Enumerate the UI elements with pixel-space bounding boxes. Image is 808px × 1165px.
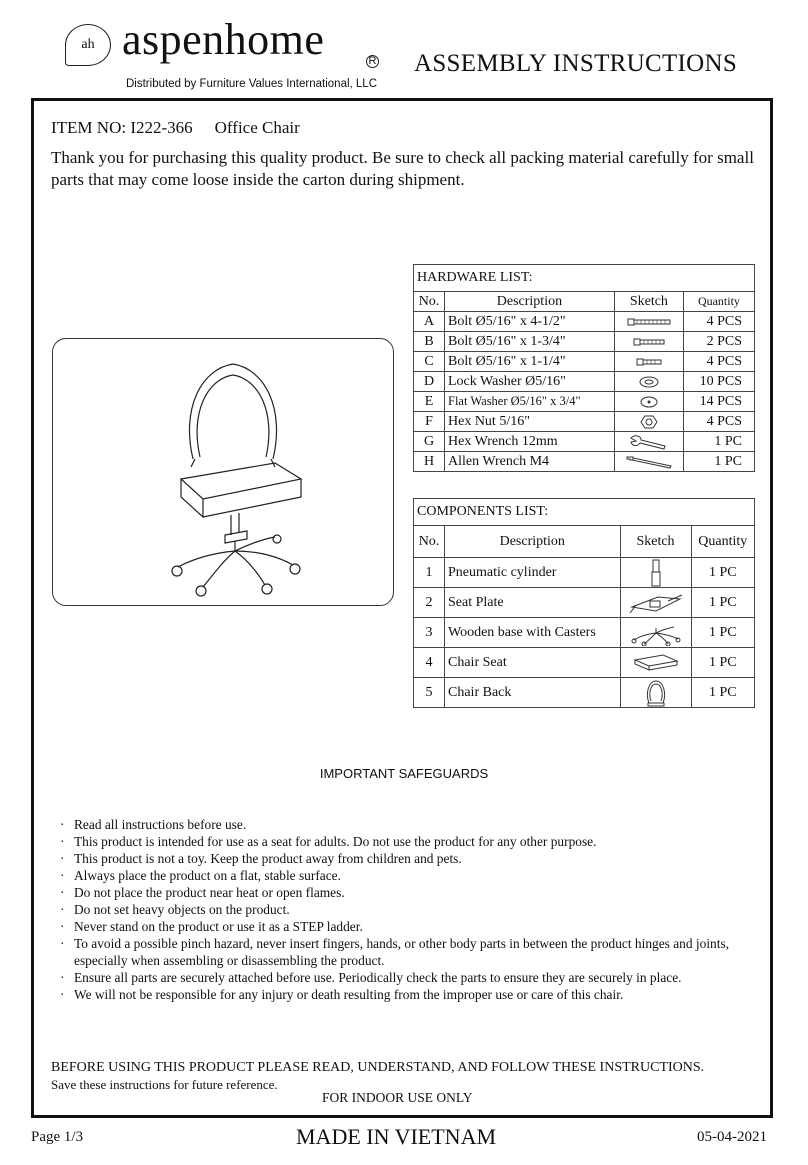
document-date: 05-04-2021: [697, 1129, 767, 1145]
list-item: · We will not be responsible for any injury or death resulting from the improper use or care of this chair.: [60, 986, 760, 1003]
registered-mark: R: [366, 55, 379, 68]
made-in-label: MADE IN VIETNAM: [296, 1124, 497, 1149]
table-row: [414, 432, 755, 452]
hardware-description: Flat Washer Ø5/16" x 3/4": [445, 392, 615, 412]
hardware-description: Bolt Ø5/16" x 1-1/4": [445, 352, 615, 372]
table-row: [414, 648, 755, 678]
list-item: · Do not place the product near heat or open flames.: [60, 884, 760, 901]
table-row: [414, 352, 755, 372]
indoor-use-note: FOR INDOOR USE ONLY: [322, 1090, 473, 1105]
caster-base-icon: [620, 618, 691, 648]
hardware-no: A: [414, 312, 445, 332]
cylinder-icon: [620, 558, 691, 588]
list-item: · To avoid a possible pinch hazard, never insert fingers, hands, or other body parts in between the product hinges and joints, especially when assembling or disassembling the product.: [60, 935, 760, 969]
component-qty: 1 PC: [691, 648, 755, 678]
component-qty: 1 PC: [691, 588, 755, 618]
hardware-header-quantity: Quantity: [683, 292, 754, 312]
logo-badge-text: ah: [81, 37, 95, 52]
hardware-qty: 4 PCS: [683, 312, 754, 332]
component-description: Chair Back: [445, 678, 621, 708]
document-title: ASSEMBLY INSTRUCTIONS: [414, 50, 738, 77]
hardware-qty: 4 PCS: [683, 352, 754, 372]
distributor-line: Distributed by Furniture Values International, LLC: [126, 78, 378, 90]
table-row: [414, 588, 755, 618]
hardware-list-caption: HARDWARE LIST:: [414, 265, 755, 292]
hex-wrench-icon: [614, 432, 683, 452]
components-list-table: [413, 498, 755, 708]
seat-plate-icon: [620, 588, 691, 618]
hardware-description: Lock Washer Ø5/16": [445, 372, 615, 392]
list-item: · This product is not a toy. Keep the product away from children and pets.: [60, 850, 760, 867]
hardware-no: B: [414, 332, 445, 352]
hardware-no: F: [414, 412, 445, 432]
hardware-list-table: [413, 264, 755, 472]
component-description: Chair Seat: [445, 648, 621, 678]
table-row: [414, 372, 755, 392]
hardware-qty: 14 PCS: [683, 392, 754, 412]
component-qty: 1 PC: [691, 558, 755, 588]
hardware-qty: 2 PCS: [683, 332, 754, 352]
list-item: · Never stand on the product or use it as a STEP ladder.: [60, 918, 760, 935]
allen-wrench-icon: [614, 452, 683, 472]
lock-washer-icon: [614, 372, 683, 392]
component-qty: 1 PC: [691, 678, 755, 708]
save-instructions-note: Save these instructions for future reference.: [51, 1077, 278, 1092]
component-description: Wooden base with Casters: [445, 618, 621, 648]
safeguards-title: IMPORTANT SAFEGUARDS: [319, 766, 489, 781]
medium-bolt-icon: [614, 332, 683, 352]
hardware-no: C: [414, 352, 445, 372]
safeguards-list: [60, 816, 760, 1003]
hardware-header-no: No.: [414, 292, 445, 312]
office-chair-illustration: [53, 339, 393, 605]
component-no: 3: [414, 618, 445, 648]
table-row: [414, 618, 755, 648]
table-row: [414, 678, 755, 708]
hardware-description: Bolt Ø5/16" x 1-3/4": [445, 332, 615, 352]
brand-name: aspenhome: [122, 15, 325, 64]
item-line: [51, 118, 300, 138]
item-name: Office Chair: [214, 118, 300, 137]
short-bolt-icon: [614, 352, 683, 372]
components-header-description: Description: [445, 526, 621, 558]
list-item: · Read all instructions before use.: [60, 816, 760, 833]
component-no: 4: [414, 648, 445, 678]
hardware-qty: 10 PCS: [683, 372, 754, 392]
page-number: Page 1/3: [31, 1129, 84, 1145]
hardware-header-description: Description: [445, 292, 615, 312]
chair-seat-icon: [620, 648, 691, 678]
hardware-description: Hex Nut 5/16": [445, 412, 615, 432]
item-number: ITEM NO: I222-366: [51, 118, 193, 137]
list-item: · Do not set heavy objects on the product.: [60, 901, 760, 918]
table-row: [414, 452, 755, 472]
component-no: 1: [414, 558, 445, 588]
hardware-qty: 1 PC: [683, 432, 754, 452]
hex-nut-icon: [614, 412, 683, 432]
flat-washer-icon: [614, 392, 683, 412]
components-list-caption: COMPONENTS LIST:: [414, 499, 755, 526]
intro-text: Thank you for purchasing this quality product. Be sure to check all packing material carefully for small parts that may come loose inside the carton during shipment.: [51, 148, 754, 189]
table-row: [414, 392, 755, 412]
hardware-header-sketch: Sketch: [614, 292, 683, 312]
components-header-quantity: Quantity: [691, 526, 755, 558]
hardware-qty: 1 PC: [683, 452, 754, 472]
hardware-no: G: [414, 432, 445, 452]
table-row: [414, 312, 755, 332]
hardware-description: Hex Wrench 12mm: [445, 432, 615, 452]
chair-back-icon: [620, 678, 691, 708]
table-row: [414, 558, 755, 588]
table-row: [414, 412, 755, 432]
hardware-description: Bolt Ø5/16" x 4-1/2": [445, 312, 615, 332]
list-item: · Ensure all parts are securely attached before use. Periodically check the parts to ensure they are securely in place.: [60, 969, 760, 986]
components-header-no: No.: [414, 526, 445, 558]
list-item: · This product is intended for use as a seat for adults. Do not use the product for any other purpose.: [60, 833, 760, 850]
components-header-sketch: Sketch: [620, 526, 691, 558]
hardware-qty: 4 PCS: [683, 412, 754, 432]
brand-logo-badge: [65, 24, 111, 66]
table-row: [414, 332, 755, 352]
hardware-description: Allen Wrench M4: [445, 452, 615, 472]
hardware-no: D: [414, 372, 445, 392]
product-illustration-frame: [52, 338, 394, 606]
component-no: 5: [414, 678, 445, 708]
hardware-no: H: [414, 452, 445, 472]
before-using-notice: BEFORE USING THIS PRODUCT PLEASE READ, UNDERSTAND, AND FOLLOW THESE INSTRUCTIONS.: [51, 1060, 705, 1075]
component-qty: 1 PC: [691, 618, 755, 648]
component-no: 2: [414, 588, 445, 618]
long-bolt-icon: [614, 312, 683, 332]
component-description: Seat Plate: [445, 588, 621, 618]
component-description: Pneumatic cylinder: [445, 558, 621, 588]
list-item: · Always place the product on a flat, stable surface.: [60, 867, 760, 884]
hardware-no: E: [414, 392, 445, 412]
